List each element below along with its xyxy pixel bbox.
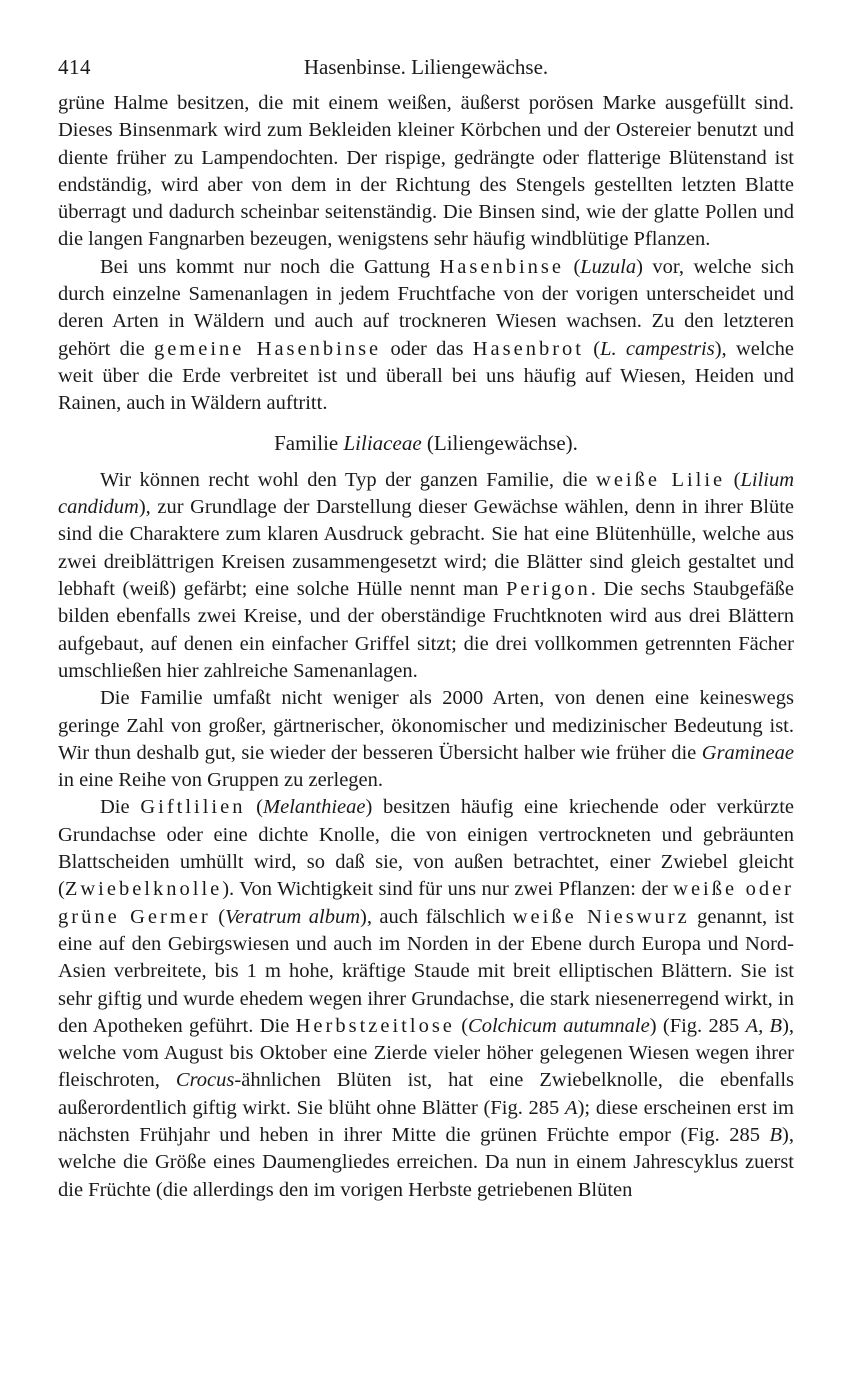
text-run: Die Familie umfaßt nicht weniger als 2000 Arten, von denen eine keineswegs geringe Zahl von großer, gärtnerischer, ökonomischer und medizinischer Bedeutung ist. Wir thun deshalb gut, sie wieder der besseren Übersicht halber wie früher die bbox=[58, 687, 794, 764]
text-run: ( bbox=[210, 905, 226, 928]
text-run: Die bbox=[100, 796, 141, 819]
paragraph-lilie bbox=[58, 467, 794, 685]
text-run: ( bbox=[564, 255, 581, 278]
text-run: ), welche die Größe eines Daumengliedes erreichen. Da nun in einem Jahrescyklus zuerst die Früchte (die allerdings den im vorigen Herbste getriebenen Blüten bbox=[58, 1123, 794, 1201]
term-hasenbinse: Hasenbinse bbox=[439, 255, 564, 278]
text-run: . Die sechs Staubgefäße bilden ebenfalls zwei Kreise, und der oberständige Fruchtknoten wird aus drei Blättern aufgebaut, auf denen ein einfacher Griffel sitzt; die drei vollkommen getrennten Fächer umschließen hier zahlreiche Samenanlagen. bbox=[58, 578, 794, 682]
latin-l-campestris: L. campestris bbox=[600, 337, 715, 360]
term-germer: weiße oder grüne Germer bbox=[58, 878, 795, 928]
running-title: Hasenbinse. Liliengewächse. bbox=[303, 55, 549, 79]
term-zwiebelknolle: Zwiebelknolle bbox=[64, 878, 223, 901]
text-run: ); diese erscheinen erst im nächsten Frühjahr und heben in ihrer Mitte die grünen Früchte empor (Fig. 285 bbox=[58, 1096, 795, 1146]
term-gemeine-hasenbinse: gemeine Hasenbinse bbox=[153, 337, 382, 360]
text-run: ), zur Grundlage der Darstellung dieser Gewächse wählen, denn in ihrer Blüte sind die Charaktere zum klaren Ausdruck gebracht. Sie hat eine Blütenhülle, welche aus zwei dreiblättrigen Kreisen zusammengesetzt wird; die Blätter sind gleich gestaltet und lebhaft (weiß) gefärbt; eine solche Hülle nennt man bbox=[58, 496, 794, 601]
term-herbstzeitlose: Herbstzeitlose bbox=[295, 1014, 455, 1037]
latin-liliaceae: Liliaceae bbox=[343, 430, 422, 455]
text-run: ), welche weit über die Erde verbreitet ist und überall bei uns häufig auf Wiesen, Heiden und Rainen, auch in Wäldern auftritt. bbox=[58, 337, 795, 415]
latin-crocus: Crocus bbox=[175, 1069, 235, 1092]
text-run: -ähnlichen Blüten ist, hat eine Zwiebelknolle, die ebenfalls außerordentlich giftig wirkt. Sie blüht ohne Blätter (Fig. 285 bbox=[58, 1069, 794, 1119]
text-run: oder das bbox=[381, 337, 473, 360]
page-number: 414 bbox=[58, 55, 91, 79]
section-heading bbox=[58, 430, 794, 457]
text-run: ) vor, welche sich durch einzelne Samenanlagen in jedem Fruchtfache von der vorigen unterscheidet und deren Arten in Wäldern und auch auf trockneren Wiesen wachsen. Zu den letzteren gehört die bbox=[58, 255, 794, 360]
latin-melanthieae: Melanthieae bbox=[263, 796, 366, 819]
figure-ref: A, B bbox=[745, 1014, 783, 1037]
text-run: ( bbox=[454, 1014, 469, 1037]
term-perigon: Perigon bbox=[505, 578, 591, 601]
latin-lilium-candidum: Lilium candidum bbox=[58, 468, 795, 519]
paragraph-giftlilien bbox=[58, 794, 794, 1203]
term-weisse-nieswurz: weiße Nieswurz bbox=[512, 905, 690, 928]
text-run: Bei uns kommt nur noch die Gattung bbox=[100, 255, 440, 278]
paragraph-text: grüne Halme besitzen, die mit einem weißen, äußerst porösen Marke ausgefüllt sind. Dieses Binsenmark wird zum Bekleiden kleiner Körbchen und der Ostereier benutzt und diente früher zu Lampendochten. Der rispige, gedrängte oder flatterige Blütenstand ist endständig, wird aber von dem in der Richtung des Stengels gestellten letzten Blatte überragt und dadurch scheinbar seitenständig. Die Binsen sind, wie der glatte Pollen und die langen Fangnarben bezeugen, wenigstens sehr häufig windblütige Pflanzen. bbox=[58, 92, 794, 251]
text-run: Familie bbox=[274, 430, 344, 455]
text-run: genannt, ist eine auf den Gebirgswiesen und auch im Norden in der Ebene durch Europa und Nord-Asien verbreitete, bis 1 m hohe, kräftige Staude mit breit elliptischen Blättern. Sie ist sehr giftig und wurde ehedem wegen ihrer Grundachse, die stark niesenerregend wirkt, in den Apotheken geführt. Die bbox=[58, 905, 794, 1037]
term-weisse-lilie: weiße Lilie bbox=[596, 468, 726, 491]
paragraph-familie bbox=[58, 685, 794, 794]
page-header bbox=[58, 50, 794, 90]
text-run: ) (Fig. 285 bbox=[649, 1014, 746, 1037]
book-page bbox=[58, 50, 794, 1204]
latin-luzula: Luzula bbox=[580, 255, 637, 278]
text-run: Wir können recht wohl den Typ der ganzen Familie, die bbox=[100, 468, 597, 491]
text-run: in eine Reihe von Gruppen zu zerlegen. bbox=[58, 769, 384, 792]
text-run: ), welche vom August bis Oktober eine Zierde vieler höher gelegenen Wiesen wegen ihrer fleischroten, bbox=[58, 1014, 795, 1092]
term-giftlilien: Giftlilien bbox=[140, 796, 246, 819]
latin-veratrum-album: Veratrum album bbox=[225, 905, 361, 928]
text-run: ( bbox=[245, 796, 264, 819]
text-run: ). Von Wichtigkeit sind für uns nur zwei Pflanzen: der bbox=[222, 878, 674, 901]
text-run: ), auch fälschlich bbox=[360, 905, 513, 928]
text-run: ( bbox=[725, 468, 741, 491]
paragraph-binsen bbox=[58, 90, 794, 254]
figure-ref: A bbox=[565, 1096, 578, 1119]
latin-gramineae: Gramineae bbox=[701, 741, 794, 764]
latin-colchicum-autumnale: Colchicum autumnale bbox=[468, 1014, 650, 1037]
text-run: (Liliengewächse). bbox=[421, 430, 578, 455]
figure-ref: B bbox=[769, 1123, 783, 1146]
term-hasenbrot: Hasenbrot bbox=[472, 337, 584, 360]
paragraph-hasenbinse bbox=[58, 254, 794, 418]
text-run: ( bbox=[584, 337, 601, 360]
text-run: ) besitzen häufig eine kriechende oder verkürzte Grundachse oder eine dichte Knolle, die von einigen vertrockneten und gebräunten Blattscheiden umhüllt wird, so daß sie, von außen betrachtet, einer Zwiebel gleicht ( bbox=[58, 796, 794, 901]
